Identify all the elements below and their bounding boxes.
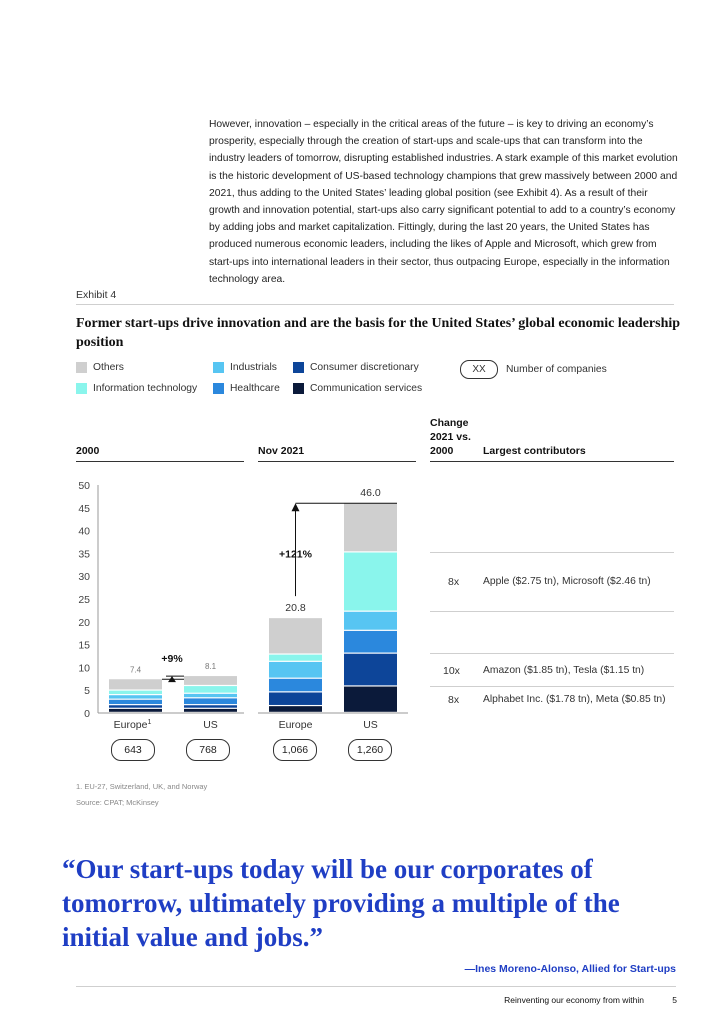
bar-segment-consumer_discretionary	[344, 654, 397, 686]
growth-label-2000: +9%	[161, 653, 183, 666]
bar-segment-industrials	[344, 612, 397, 630]
company-count-us-2021: 1,260	[348, 739, 392, 761]
legend-others-label: Others	[93, 362, 124, 373]
company-count-europe-2000: 643	[111, 739, 155, 761]
pull-quote: “Our start-ups today will be our corporates of tomorrow, ultimately providing a multiple of the initial value and jobs.”	[62, 854, 620, 952]
bar-segment-consumer_discretionary	[109, 705, 162, 707]
y-tick-label: 35	[78, 548, 90, 561]
x-category-label: Europe	[278, 719, 313, 731]
bar-total-label: 8.1	[204, 662, 217, 672]
x-category-label: US	[363, 719, 378, 731]
bar-segment-communication_services	[184, 709, 237, 712]
bar-segment-others	[344, 503, 397, 551]
y-tick-label: 30	[78, 571, 90, 584]
header-nov2021: Nov 2021	[258, 445, 305, 457]
legend-number-label: Number of companies	[506, 364, 607, 375]
legend-industrials-label: Industrials	[230, 362, 277, 373]
y-tick-label: 5	[84, 685, 90, 698]
x-category-label: Europe$^1$	[113, 719, 152, 731]
bar-segment-others	[109, 679, 162, 689]
bar-segment-industrials	[184, 694, 237, 697]
exhibit-label: Exhibit 4	[76, 289, 117, 301]
bar-segment-healthcare	[344, 631, 397, 653]
bar-total-label: 7.4	[129, 665, 142, 675]
legend-consumer-label: Consumer discretionary	[310, 362, 419, 373]
y-tick-label: 0	[84, 708, 90, 720]
bar-segment-industrials	[109, 695, 162, 698]
row-alphabet-contributors: Alphabet Inc. ($1.78 tn), Meta ($0.85 tn)	[483, 694, 666, 705]
bar-segment-communication_services	[109, 709, 162, 712]
y-tick-label: 40	[78, 525, 90, 538]
bar-segment-communication_services	[344, 687, 397, 712]
bar-segment-industrials	[269, 662, 322, 678]
header-largest-contributors: Largest contributors	[483, 445, 586, 457]
row-apple-contributors: Apple ($2.75 tn), Microsoft ($2.46 tn)	[483, 576, 651, 587]
quote-attribution: —Ines Moreno-Alonso, Allied for Start-ups	[464, 963, 676, 975]
growth-arrowhead-2021	[292, 503, 300, 511]
header-change-line1: Change	[430, 417, 469, 429]
company-count-europe-2021: 1,066	[273, 739, 317, 761]
bar-segment-healthcare	[109, 700, 162, 704]
exhibit-title: Former start-ups drive innovation and are the basis for the United States’ global economic leadership position	[76, 316, 681, 350]
y-tick-label: 25	[78, 594, 90, 606]
bar-segment-consumer_discretionary	[269, 692, 322, 704]
footer-rule	[76, 986, 676, 987]
header-change-line3: 2000	[430, 445, 454, 457]
header-2000: 2000	[76, 445, 100, 457]
bar-segment-healthcare	[269, 679, 322, 691]
legend-healthcare-label: Healthcare	[230, 383, 280, 394]
bar-total-label: 20.8	[285, 602, 306, 615]
y-tick-label: 50	[78, 480, 90, 492]
bar-segment-consumer_discretionary	[184, 705, 237, 707]
x-category-label: US	[203, 719, 218, 731]
bar-segment-communication_services	[269, 706, 322, 712]
bar-segment-information_technology	[109, 691, 162, 694]
y-tick-label: 20	[78, 616, 90, 629]
y-tick-label: 45	[78, 502, 90, 515]
bar-segment-others	[184, 676, 237, 685]
footnote: 1. EU-27, Switzerland, UK, and Norway	[76, 782, 208, 791]
page-number: 5	[672, 995, 677, 1005]
y-tick-label: 15	[78, 639, 90, 652]
legend-communication-label: Communication services	[310, 383, 423, 394]
header-change-line2: 2021 vs.	[430, 431, 471, 443]
y-tick-label: 10	[78, 662, 90, 675]
page-footer: Reinventing our economy from within	[504, 995, 644, 1005]
bar-total-label: 46.0	[360, 487, 381, 500]
bar-segment-information_technology	[184, 686, 237, 693]
footnote-marker: 1	[147, 719, 152, 726]
growth-label-2021: +121%	[279, 548, 312, 561]
bar-segment-others	[269, 618, 322, 653]
bar-segment-healthcare	[184, 698, 237, 704]
row-alphabet-change: 8x	[448, 694, 460, 706]
bar-segment-information_technology	[269, 655, 322, 661]
body-paragraph: However, innovation – especially in the critical areas of the future – is key to driving an economy’s prosperity, especially through the creation of start-ups and scale-ups that can transform into the industry leaders of tomorrow, disrupting established industries. A stark example of this market evolution is the historic development of US-based technology champions that grew massively between 2000 and 2021, thus adding to the United States’ leading global position (see Exhibit 4). As a result of their growth and innovation potential, start-ups also carry significant potential to add to a country’s economy by adding jobs and market capitalization. Fittingly, during the last 20 years, the United States has produced numerous economic leaders, including the likes of Apple and Microsoft, which grew from start-ups into international leaders in their sector, thus outpacing Europe, especially in the information technology area.	[209, 119, 678, 285]
row-apple-change: 8x	[448, 576, 460, 588]
bar-segment-information_technology	[344, 552, 397, 610]
legend-it-label: Information technology	[93, 383, 198, 394]
row-amazon-contributors: Amazon ($1.85 tn), Tesla ($1.15 tn)	[483, 665, 645, 676]
company-count-us-2000: 768	[186, 739, 230, 761]
source-note: Source: CPAT; McKinsey	[76, 798, 159, 807]
legend-oval: XX	[460, 360, 498, 379]
row-amazon-change: 10x	[443, 665, 460, 677]
